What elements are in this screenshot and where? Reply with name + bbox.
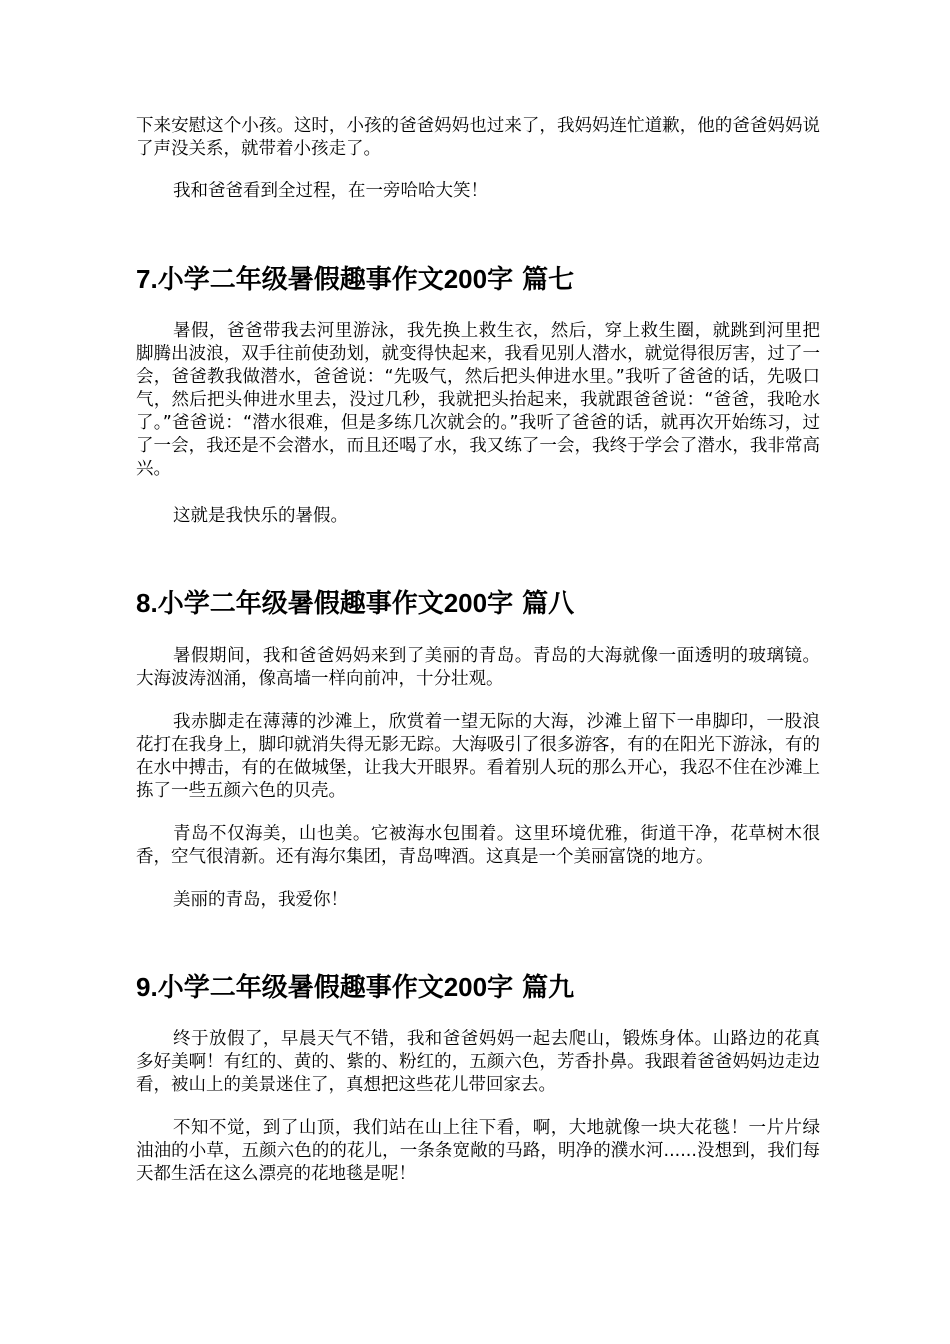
section-7-heading	[136, 262, 574, 297]
section-8-heading	[136, 586, 574, 621]
intro-paragraph-end: 我和爸爸看到全过程，在一旁哈哈大笑！	[173, 181, 488, 201]
section-8-paragraph-4: 美丽的青岛，我爱你！	[173, 890, 348, 910]
word-count: 200	[443, 972, 488, 1002]
section-number: 7.	[136, 264, 158, 294]
section-7-paragraph-2: 这就是我快乐的暑假。	[173, 506, 348, 526]
word-count: 200	[443, 264, 488, 294]
section-9-paragraph-1: 终于放假了，早晨天气不错，我和爸爸妈妈一起去爬山，锻炼身体。山路边的花真多好美啊！有红的、黄的、紫的、粉红的，五颜六色，芳香扑鼻。我跟着爸爸妈妈边走边看，被山上的美景迷住了，真想把这些花儿带回家去。	[136, 1029, 820, 1095]
word-count: 200	[443, 588, 488, 618]
section-7-paragraph-1: 暑假，爸爸带我去河里游泳，我先换上救生衣，然后，穿上救生圈，就跳到河里把脚腾出波浪，双手往前使劲划，就变得快起来，我看见别人潜水，就觉得很厉害，过了一会，爸爸教我做潜水，爸爸说：“先吸气，然后把头伸进水里。”我听了爸爸的话，先吸口气，然后把头伸进水里去，没过几秒，我就把头抬起来，我就跟爸爸说：“爸爸，我呛水了。”爸爸说：“潜水很难，但是多练几次就会的。”我听了爸爸的话，就再次开始练习，过了一会，我还是不会潜水，而且还喝了水，我又练了一会，我终于学会了潜水，我非常高兴。	[136, 321, 820, 479]
section-9-heading	[136, 970, 574, 1005]
section-number: 8.	[136, 588, 158, 618]
section-number: 9.	[136, 972, 158, 1002]
section-8-paragraph-1: 暑假期间，我和爸爸妈妈来到了美丽的青岛。青岛的大海就像一面透明的玻璃镜。大海波涛汹涌，像高墙一样向前冲，十分壮观。	[136, 646, 820, 689]
section-title-suffix: 字 篇九	[487, 973, 575, 1003]
section-8-paragraph-2: 我赤脚走在薄薄的沙滩上，欣赏着一望无际的大海，沙滩上留下一串脚印，一股浪花打在我身上，脚印就消失得无影无踪。大海吸引了很多游客，有的在阳光下游泳，有的在水中搏击，有的在做城堡，让我大开眼界。看着别人玩的那么开心，我忍不住在沙滩上拣了一些五颜六色的贝壳。	[136, 712, 820, 801]
section-title: 小学二年级暑假趣事作文	[157, 973, 444, 1003]
section-9-paragraph-2: 不知不觉，到了山顶，我们站在山上往下看，啊，大地就像一块大花毯！一片片绿油油的小草，五颜六色的的花儿，一条条宽敞的马路，明净的濮水河......没想到，我们每天都生活在这么漂亮的花地毯是呢！	[136, 1118, 820, 1184]
section-title: 小学二年级暑假趣事作文	[157, 265, 444, 295]
section-title-suffix: 字 篇七	[487, 265, 575, 295]
section-title: 小学二年级暑假趣事作文	[157, 589, 444, 619]
section-8-paragraph-3: 青岛不仅海美，山也美。它被海水包围着。这里环境优雅，街道干净，花草树木很香，空气很清新。还有海尔集团，青岛啤酒。这真是一个美丽富饶的地方。	[136, 824, 820, 867]
intro-paragraph-continued: 下来安慰这个小孩。这时，小孩的爸爸妈妈也过来了，我妈妈连忙道歉，他的爸爸妈妈说了声没关系，就带着小孩走了。	[136, 116, 820, 159]
section-title-suffix: 字 篇八	[487, 589, 575, 619]
